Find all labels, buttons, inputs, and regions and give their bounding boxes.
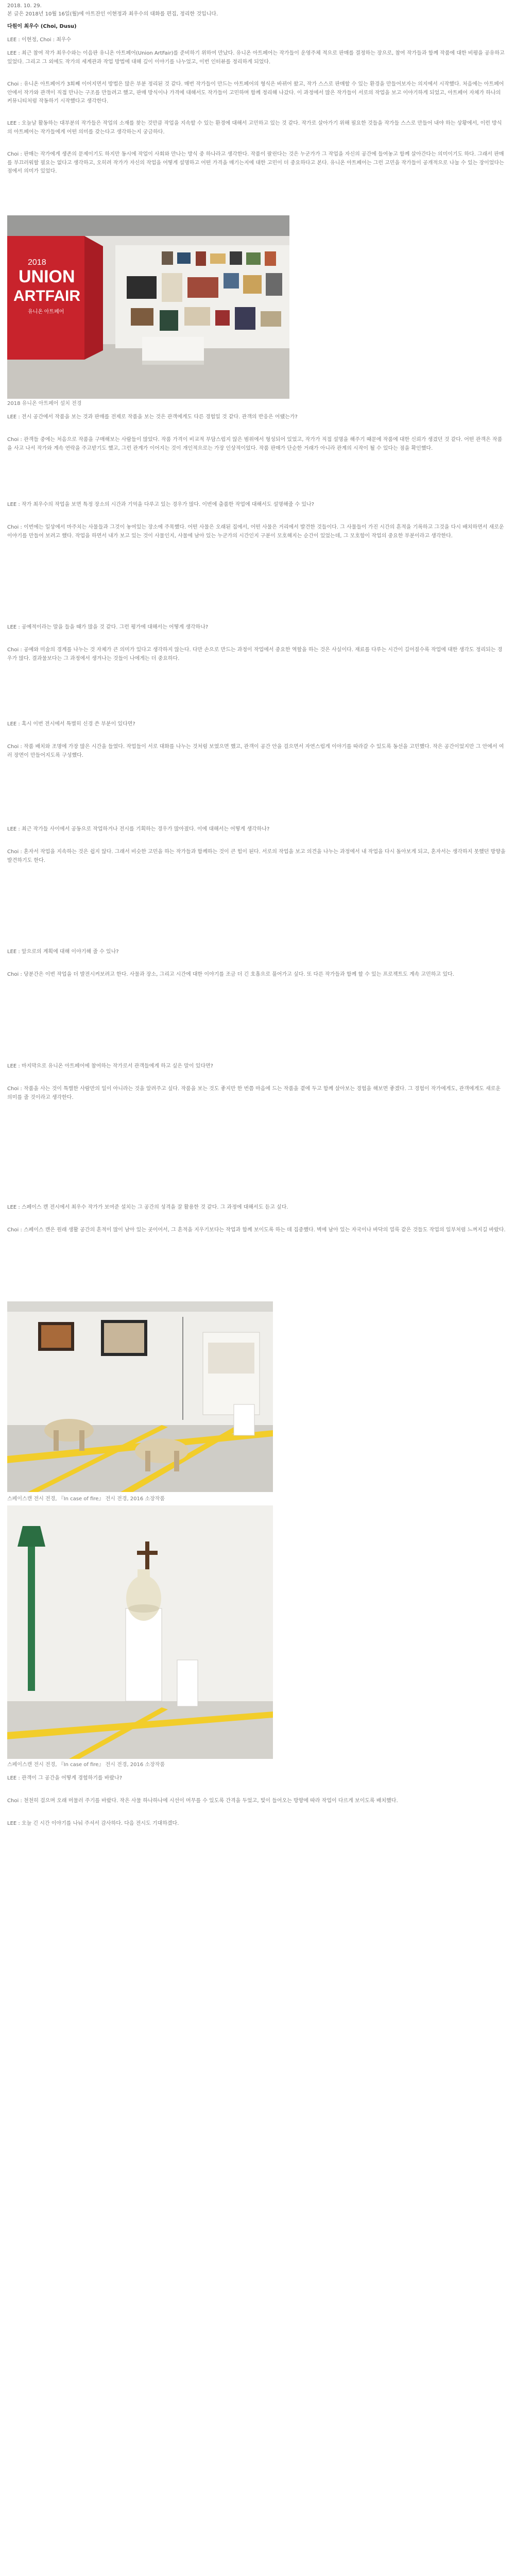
interview-paragraph: Choi : 공예와 미술의 경계를 나누는 것 자체가 큰 의미가 있다고 생각하지 않는다. 다만 손으로 만드는 과정이 작업에서 중요한 역할을 하는 것은 사실이다. 재료를 다루는 시간이 길어질수록 작업에 대한 생각도 정리되는 경우가 많다. 결과물보다는 그 과정에서 생겨나는 것들이 나에게는 더 중요하다. [7, 647, 503, 662]
interview-paragraph [7, 1882, 506, 1892]
interview-paragraph: Choi : 작품 배치와 조명에 가장 많은 시간을 들였다. 작업들이 서로 대화를 나누는 것처럼 보였으면 했고, 관객이 공간 안을 걸으면서 자연스럽게 이야기를 따라갈 수 있도록 동선을 고민했다. 작은 공간이었지만 그 안에서 여러 장면이 만들어지도록 구성했다. [7, 744, 504, 758]
interview-paragraph: Choi : 천천히 걸으며 오래 머물러 주기를 바랐다. 작은 사물 하나하나에 시선이 머무를 수 있도록 간격을 두었고, 빛이 들어오는 방향에 따라 작업이 다르게 보이도록 배치했다. [7, 1798, 398, 1804]
interview-paragraph: Choi : 혼자서 작업을 지속하는 것은 쉽지 않다. 그래서 비슷한 고민을 하는 작가들과 함께하는 것이 큰 힘이 된다. 서로의 작업을 보고 의견을 나누는 과정에서 내 작업을 다시 돌아보게 되고, 혼자서는 생각하지 못했던 방향을 발견하기도 한다. [7, 849, 506, 863]
interview-paragraph: LEE : 최근 참여 작가 최우수와는 이음판 유니온 아트페어(Union ArtFair)를 준비하기 위하여 만났다. 유니온 아트페어는 작가들이 운영주체 적으로 판매를 결정하는 장으로, 참여 작가들과 함께 작품에 대한 비평을 공유하고 있었다. 그리고 그 외에도 작가의 세계관과 작업 방법에 대해 깊이 이야기를 나누었고, 이번 인터뷰를 정리하게 되었다. [7, 50, 505, 65]
interview-paragraph: Choi : 관객들 중에는 처음으로 작품을 구매해보는 사람들이 많았다. 작품 가격이 비교적 부담스럽지 않은 범위에서 형성되어 있었고, 작가가 직접 설명을 해주기 때문에 작품에 대한 신뢰가 생겼던 것 같다. 어떤 관객은 작품을 사고 나서 작가와 계속 연락을 주고받기도 했고, 그런 관계가 이어지는 것이 개인적으로는 가장 인상적이었다. 작품 판매가 단순한 거래가 아니라 관계의 시작이 될 수 있다는 점을 확인했다. [7, 437, 503, 451]
interview-paragraph: LEE : 전시 공간에서 작품을 보는 것과 판매를 전제로 작품을 보는 것은 관객에게도 다른 경험일 것 같다. 관객의 반응은 어땠는가? [7, 414, 298, 420]
interview-paragraph: LEE : 공예적이라는 말을 들을 때가 많을 것 같다. 그런 평가에 대해서는 어떻게 생각하나? [7, 624, 209, 630]
booth-title-line1: UNION [19, 267, 75, 286]
union-artfair-booth-photo [7, 215, 289, 399]
interview-paragraph: LEE : 작가 최우수의 작업을 보면 특정 장소의 시간과 기억을 다루고 있는 경우가 많다. 이번에 출품한 작업에 대해서도 설명해줄 수 있나? [7, 502, 314, 507]
interview-paragraph: LEE : 이현정, Choi : 최우수 [7, 37, 72, 43]
interview-paragraph: LEE : 스페이스 캔 전시에서 최우수 작가가 보여준 설치는 그 공간의 성격을 잘 활용한 것 같다. 그 과정에 대해서도 듣고 싶다. [7, 1205, 288, 1210]
space-can-vase-photo [7, 1505, 273, 1759]
interview-paragraph: Choi : 당분간은 이번 작업을 더 발전시켜보려고 한다. 사물과 장소, 그리고 시간에 대한 이야기를 조금 더 긴 호흡으로 풀어가고 싶다. 또 다른 작가들과 함께 할 수 있는 프로젝트도 계속 고민하고 있다. [7, 972, 454, 977]
photo-caption: 2018 유니온 아트페어 설치 전경 [7, 401, 82, 406]
interview-paragraph: Choi : 이번에는 일상에서 마주치는 사물들과 그것이 놓여있는 장소에 주목했다. 어떤 사물은 오래된 집에서, 어떤 사물은 거리에서 발견한 것들이다. 그 사물들이 가진 시간의 흔적을 기록하고 그것을 다시 배치하면서 새로운 이야기를 만들어 보려고 했다. 작업을 하면서 내가 보고 있는 것이 사물인지, 사물에 남아 있는 누군가의 시간인지 구분이 모호해지는 순간이 있었는데, 그 모호함이 작업의 중요한 부분이라고 생각한다. [7, 524, 504, 539]
post-date: 2018. 10. 29. [7, 3, 42, 9]
booth-title-line2: ARTFAIR [13, 287, 80, 304]
interview-paragraph [7, 1842, 506, 1876]
participants-heading: 다원이 최우수 (Choi, Dusu) [7, 24, 77, 29]
booth-subtitle: 유니온 아트페어 [28, 309, 64, 315]
space-can-installation-photo [7, 1301, 273, 1492]
interview-paragraph: LEE : 마지막으로 유니온 아트페어에 참여하는 작가로서 관객들에게 하고 싶은 말이 있다면? [7, 1063, 213, 1069]
interview-paragraph: LEE : 앞으로의 계획에 대해 이야기해 줄 수 있나? [7, 949, 119, 955]
interview-paragraph: Choi : 유니온 아트페어가 3회째 이어지면서 방법은 많은 부분 정리된 것 같다. 매번 작가들이 만드는 아트페어의 형식은 바뀌어 왔고, 작가 스스로 판매할 수 있는 환경을 만들어보자는 의지에서 시작했다. 처음에는 아트페어 안에서 작가와 관객이 직접 만나는 구조를 만들려고 했고, 판매 방식이나 가격에 대해서도 작가들이 고민하며 함께 정리해 나갔다. 이 과정에서 많은 작가들이 서로의 작업을 보고 이야기하게 되었고, 아트페어 자체가 하나의 커뮤니티처럼 작동하기 시작했다고 생각한다. [7, 81, 504, 104]
interview-paragraph: LEE : 관객이 그 공간을 어떻게 경험하기를 바랐나? [7, 1775, 123, 1781]
article-intro: 본 글은 2018년 10월 16일(월)에 아트잔인 이현정과 최우수의 대화를 편집, 정리한 것입니다. [7, 11, 218, 17]
interview-paragraph: Choi : 스페이스 캔은 원래 생활 공간의 흔적이 많이 남아 있는 곳이어서, 그 흔적을 지우기보다는 작업과 함께 보이도록 하는 데 집중했다. 벽에 남아 있는 자국이나 바닥의 얼룩 같은 것들도 작업의 일부처럼 느껴지길 바랐다. [7, 1227, 506, 1233]
interview-paragraph: LEE : 혹시 이번 전시에서 특별히 신경 쓴 부분이 있다면? [7, 721, 135, 727]
interview-paragraph: LEE : 오늘날 활동하는 대부분의 작가들은 작업의 소재를 찾는 것만큼 작업을 지속할 수 있는 환경에 대해서 고민하고 있는 것 같다. 작가로 살아가기 위해 필요한 것들을 작가들 스스로 만들어 내야 하는 상황에서, 이런 방식의 아트페어는 작가들에게 어떤 의미를 갖는다고 생각하는지 궁금하다. [7, 121, 502, 135]
interview-paragraph: Choi : 판매는 작가에게 생존의 문제이기도 하지만 동시에 작업이 사회와 만나는 방식 중 하나라고 생각한다. 작품이 팔린다는 것은 누군가가 그 작업을 자신의 공간에 들여놓고 함께 살아간다는 의미이기도 하다. 그래서 판매를 부끄러워할 필요는 없다고 생각하고, 오히려 작가가 자신의 작업을 어떻게 설명하고 어떤 가격을 매기는지에 대한 고민이 더 중요하다고 본다. 유니온 아트페어는 그런 고민을 작가들이 공개적으로 나눌 수 있는 장이었다는 점에서 의미가 있었다. [7, 151, 504, 174]
interview-paragraph: LEE : 최근 작가들 사이에서 공동으로 작업하거나 전시를 기획하는 경우가 많아졌다. 이에 대해서는 어떻게 생각하나? [7, 826, 270, 832]
booth-year: 2018 [28, 258, 46, 267]
photo-caption: 스페이스캔 전시 전경, 『In case of fire』 전시 전경, 2016 소장작품 [7, 1762, 165, 1768]
interview-paragraph: Choi : 작품을 사는 것이 특별한 사람만의 일이 아니라는 것을 알려주고 싶다. 작품을 보는 것도 좋지만 한 번쯤 마음에 드는 작품을 곁에 두고 함께 살아보는 경험을 해보면 좋겠다. 그 경험이 작가에게도, 관객에게도 새로운 의미를 줄 것이라고 생각한다. [7, 1086, 501, 1100]
photo-caption: 스페이스캔 전시 전경, 『In case of fire』 전시 전경, 2016 소장작품 [7, 1496, 165, 1502]
interview-paragraph: LEE : 오늘 긴 시간 이야기를 나눠 주셔서 감사하다. 다음 전시도 기대하겠다. [7, 1821, 179, 1826]
